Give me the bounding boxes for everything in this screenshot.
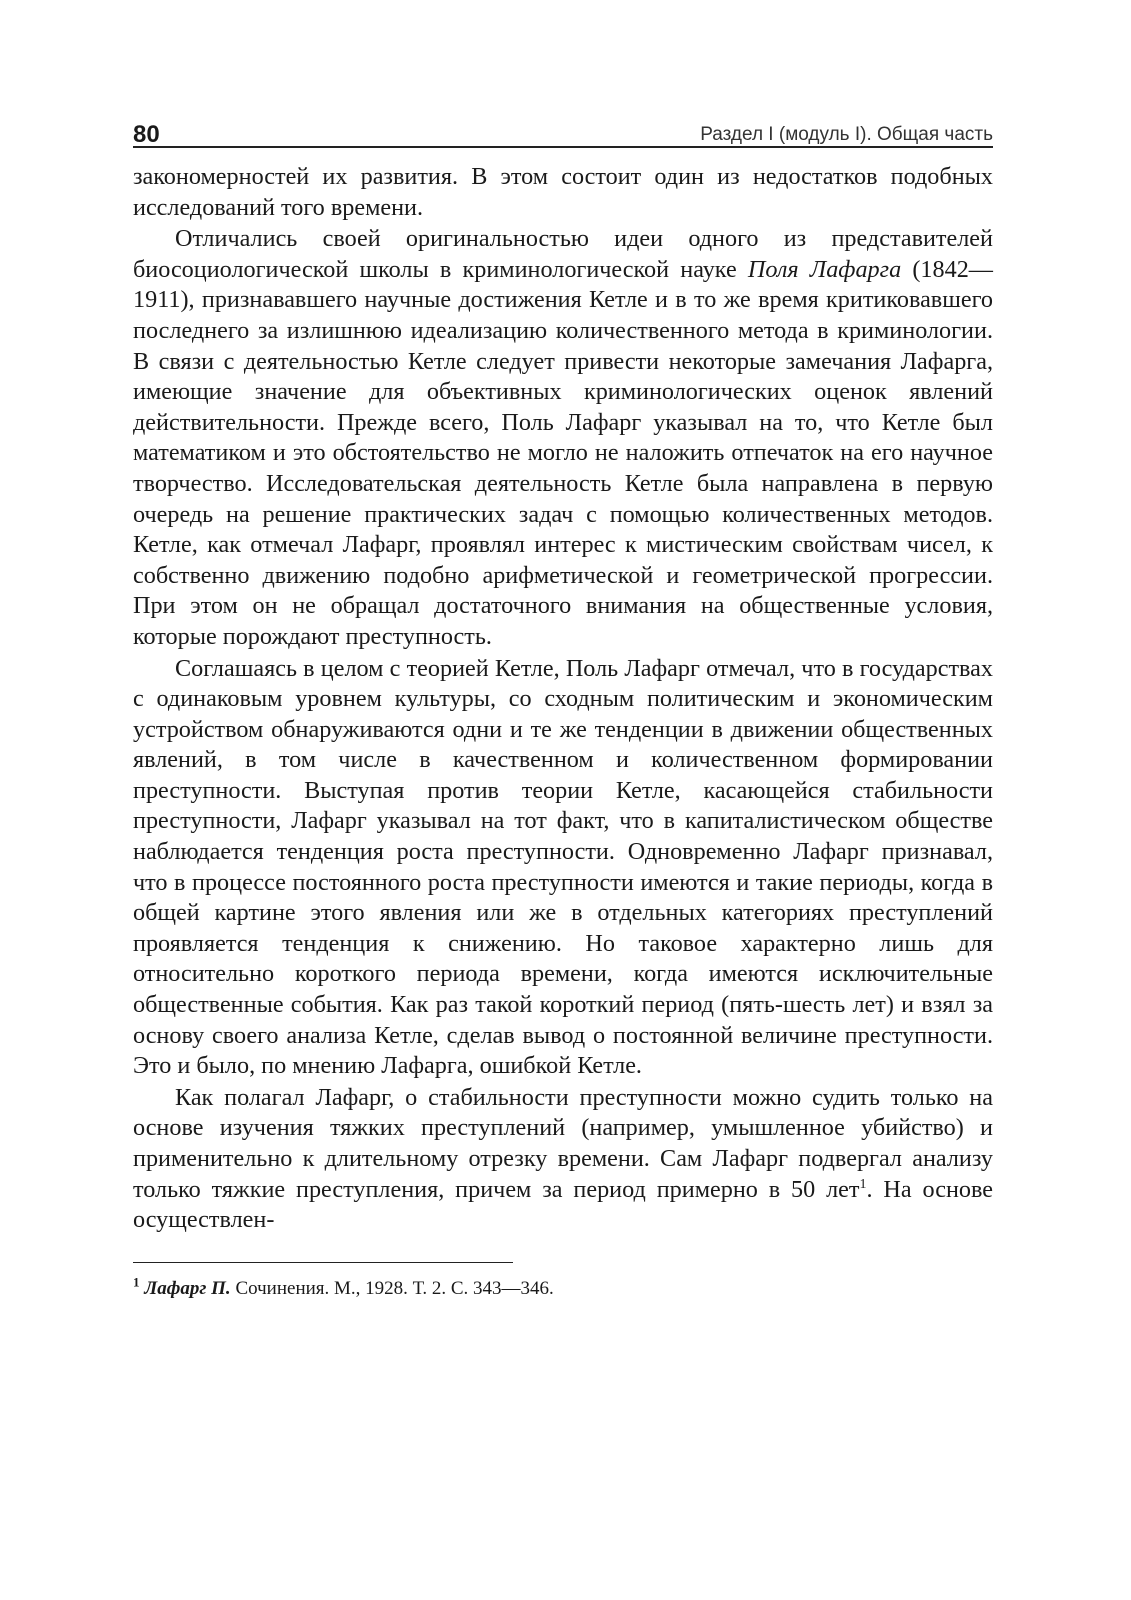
paragraph-4-text-end: . На основе осуществлен-	[133, 1175, 993, 1234]
page-number: 80	[133, 121, 160, 148]
footnote-reference[interactable]: 1	[859, 1176, 867, 1192]
footnote-divider	[133, 1262, 513, 1263]
paragraph-4-text-start: Как полагал Лафарг, о стабильности преступности можно судить только на основе изучения тяжких преступлений (например, умышленное убийство) и применительно к длительному отрезку времени. Сам Лафарг подвергал анализу только тяжкие преступления, причем за период примерно в 50 лет	[133, 1083, 993, 1203]
running-title: Раздел I (модуль I). Общая часть	[700, 124, 993, 145]
body-text	[133, 162, 993, 1236]
paragraph-1-text: закономерностей их развития. В этом состоит один из недостатков подобных исследований того времени.	[133, 163, 993, 221]
footnote	[133, 1274, 993, 1301]
paragraph-2-text-end: (1842—1911), признававшего научные достижения Кетле и в то же время критиковавшего последнего за излишнюю идеализацию количественного метода в криминологии. В связи с деятельностью Кетле следует привести некоторые замечания Лафарга, имеющие значение для объективных криминологических оценок явлений действительности. Прежде всего, Поль Лафарг указывал на то, что Кетле был математиком и это обстоятельство не могло не наложить отпечаток на его научное творчество. Исследовательская деятельность Кетле была направлена в первую очередь на решение практических задач с помощью количественных методов. Кетле, как отмечал Лафарг, проявлял интерес к мистическим свойствам чисел, к собственно движению подобно арифметической и геометрической прогрессии. При этом он не обращал достаточного внимания на общественные условия, которые порождают преступность.	[133, 255, 993, 650]
footnote-author: Лафарг П.	[144, 1277, 231, 1299]
footnote-citation: Сочинения. М., 1928. Т. 2. С. 343—346.	[230, 1277, 554, 1299]
paragraph-2	[133, 224, 993, 652]
paragraph-3-text: Соглашаясь в целом с теорией Кетле, Поль Лафарг отмечал, что в государствах с одинаковым уровнем культуры, со сходным политическим и экономическим устройством обнаруживаются одни и те же тенденции в движении общественных явлений, в том числе в качественном и количественном формировании преступности. Выступая против теории Кетле, касающейся стабильности преступности, Лафарг указывал на тот факт, что в капиталистическом обществе наблюдается тенденция роста преступности. Одновременно Лафарг признавал, что в процессе постоянного роста преступности имеются и такие периоды, когда в общей картине этого явления или же в отдельных категориях преступлений проявляется тенденция к снижению. Но таковое характерно лишь для относительно короткого периода времени, когда имеются исключительные общественные события. Как раз такой короткий период (пять-шесть лет) и взял за основу своего анализа Кетле, сделав вывод о постоянной величине преступности. Это и было, по мнению Лафарга, ошибкой Кетле.	[133, 654, 993, 1080]
paragraph-1	[133, 162, 993, 223]
paragraph-2-text-start: Отличались своей оригинальностью идеи одного из представителей биосоциологической школы в криминологической науке	[133, 225, 993, 283]
paragraph-3	[133, 654, 993, 1082]
document-page	[133, 112, 993, 1301]
footnote-marker: 1	[133, 1274, 140, 1290]
running-header	[133, 112, 993, 148]
person-name-lafargue: Поля Лафарга	[747, 255, 902, 283]
paragraph-4	[133, 1083, 993, 1236]
